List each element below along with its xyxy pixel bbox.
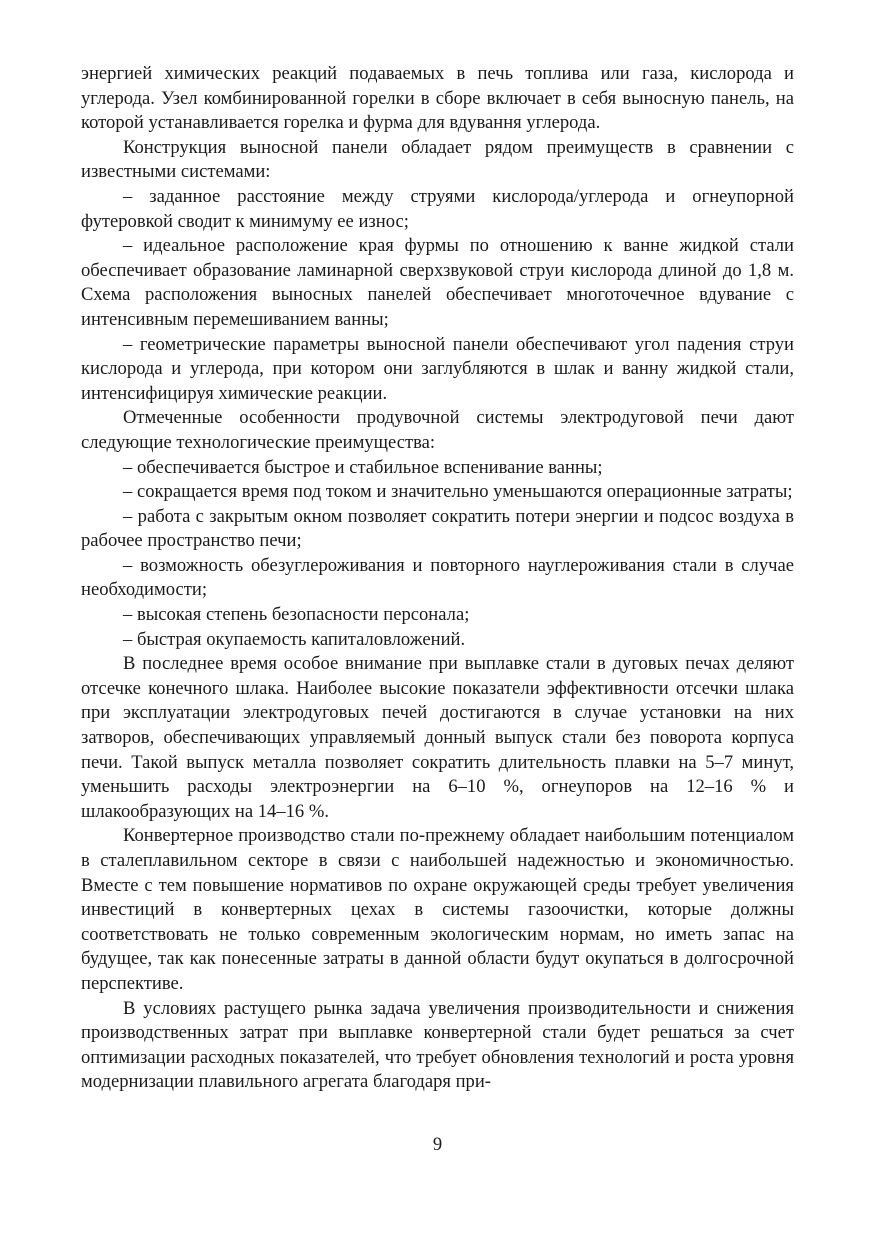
- list-item: – сокращается время под током и значительно уменьшаются операционные затраты;: [123, 481, 793, 503]
- list-item: – высокая степень безопасности персонала;: [123, 604, 470, 626]
- paragraph: Отмеченные особенности продувочной системы электродуговой печи дают следующие технологические преимущества:: [81, 407, 794, 453]
- paragraph: Конструкция выносной панели обладает рядом преимуществ в сравнении с известными системами:: [81, 136, 794, 183]
- list-item: – заданное расстояние между струями кислорода/углерода и огнеупорной футеровкой сводит к минимуму ее износ;: [81, 185, 794, 232]
- list-item: – обеспечивается быстрое и стабильное вспенивание ванны;: [123, 456, 603, 478]
- page-number: 9: [432, 1134, 443, 1155]
- list-item: – быстрая окупаемость капиталовложений.: [123, 628, 466, 650]
- list-item: – работа с закрытым окном позволяет сократить потери энергии и подсос воздуха в рабочее пространство печи;: [81, 505, 794, 552]
- paragraph: В последнее время особое внимание при выплавке стали в дуговых печах деляют отсечке конечного шлака. Наиболее высокие показатели эффективности отсечки шлака при эксплуатации электродуговых печей достигаются в случае установки на них затворов, обеспечивающих управляемый донный выпуск стали без поворота корпуса печи. Такой выпуск металла позволяет сократить длительность плавки на 5–7 минут, уменьшить расходы электроэнергии на 6–10 %, огнеупоров на 12–16 % и шлакообразующих на 14–16 %.: [81, 653, 794, 822]
- list-item: – возможность обезуглероживания и повторного науглероживания стали в случае необходимости;: [81, 554, 794, 601]
- paragraph: Конвертерное производство стали по-прежнему обладает наибольшим потенциалом в сталеплавильном секторе в связи с наибольшей надежностью и экономичностью. Вместе с тем повышение нормативов по охране окружающей среды требует увеличения инвестиций в конвертерных цехах в системы газоочистки, которые должны соответствовать не только современным экологическим нормам, но иметь запас на будущее, так как понесенные затраты в данной области будут окупаться в долгосрочной перспективе.: [81, 825, 794, 994]
- paragraph: В условиях растущего рынка задача увеличения производительности и снижения производственных затрат при выплавке конвертерной стали будет решаться за счет оптимизации расходных показателей, что требует обновления технологий и роста уровня модернизации плавильного агрегата благодаря при-: [81, 997, 794, 1093]
- paragraph: энергией химических реакций подаваемых в печь топлива или газа, кислорода и углерода. Узел комбинированной горелки в сборе включает в себя выносную панель, на которой устанавливается горелка и фурма для вдування углерода.: [81, 63, 794, 134]
- list-item: – геометрические параметры выносной панели обеспечивают угол падения струи кислорода и углерода, при котором они заглубляются в шлак и ванну жидкой стали, интенсифицируя химические реакции.: [81, 333, 794, 404]
- list-item: – идеальное расположение края фурмы по отношению к ванне жидкой стали обеспечивает образование ламинарной сверхзвуковой струи кислорода длиной до 1,8 м. Схема расположения выносных панелей обеспечивает многоточечное вдувание с интенсивным перемешиванием ванны;: [81, 235, 794, 330]
- page-body: [81, 62, 794, 1095]
